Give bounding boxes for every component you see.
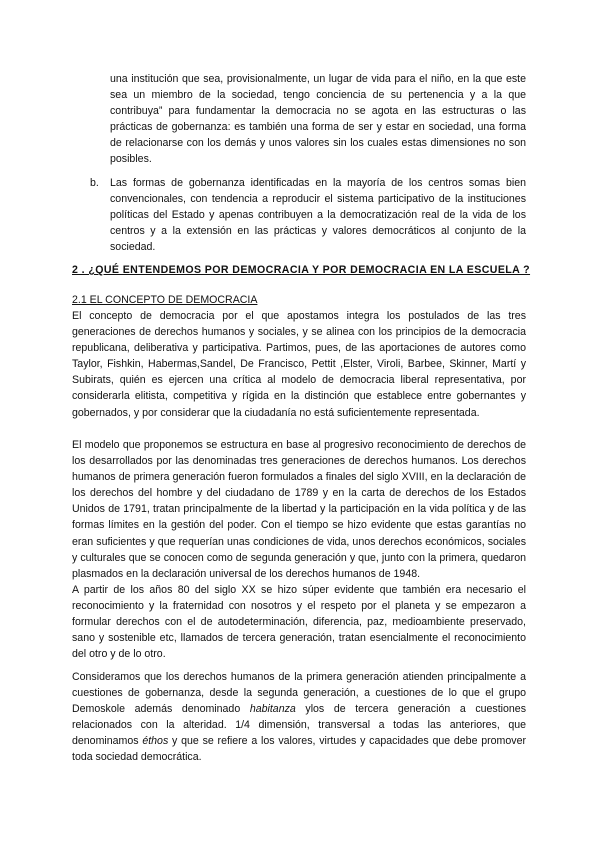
continuation-paragraph: una institución que sea, provisionalmente, un lugar de vida para el niño, en la que este sea un miembro de la sociedad, tengo conciencia de su pertenencia y a la que contribuya” para fundamentar la democracia no se agota en las estructuras o las prácticas de gobernanza: es también una forma de ser y estar en sociedad, una forma de relacionarse con los demás y unos valores sin los cuales estas dimensiones no son posibles.	[110, 73, 526, 166]
subsection-heading: 2.1 EL CONCEPTO DE DEMOCRACIA	[72, 294, 258, 306]
term-habitanza: habitanza	[249, 703, 296, 716]
paragraph-model: El modelo que proponemos se estructura en base al progresivo reconocimiento de derechos de los desarrollados por las denominadas tres generaciones de derechos humanos. Los derechos humanos de primera generación fueron formulados a finales del siglo XVIII, en la declaración de los derechos del hombre y del ciudadano de 1789 y en la carta de derechos de los Estados Unidos de 1791, tratan principalmente de la libertad y la participación en la vida política y de las formas límites en la gestión del poder. Con el tiempo se hizo evidente que estas garantías no eran suficientes y que requerían unas condiciones de vida, unos derechos económicos, sociales y culturales que se conocen como de segunda generación y que, junto con la primera, quedaron plasmados en la declaración universal de los derechos humanos de 1948.	[72, 439, 526, 580]
paragraph-eighties: A partir de los años 80 del siglo XX se hizo súper evidente que también era necesario el reconocimiento y la fraternidad con nosotros y el respeto por el planeta y se empezaron a formular derechos con el de autodeterminación, diferencia, paz, medioambiente preservado, sano y sostenible etc, llamados de tercera generación, tratan esencialmente el reconocimiento del otro y de lo otro.	[72, 584, 526, 661]
list-item-label: b.	[90, 177, 99, 189]
paragraph-conclusion-part1: Consideramos que los derechos humanos de la primera generación atienden principalmente a cuestiones de gobernanza, desde la segunda generación, a cuestiones de lo que el grupo Demoskole además denominado	[72, 671, 526, 716]
paragraph-concept: El concepto de democracia por el que apostamos integra los postulados de las tres generaciones de derechos humanos y sociales, y se alinea con los principios de la democracia republicana, deliberativa y participativa. Partimos, pues, de las aportaciones de autores como Taylor, Fishkin, Habermas,Sandel, De Francisco, Pettit ,Elster, Viroli, Barbee, Skinner, Martí y Subirats, quién es ejercen una crítica al modelo de democracia liberal representativa, por considerarla elitista, competitiva y rígida en la distinción que establece entre gobernantes y gobernados, y por considerar que la ciudadanía no está suficientemente representada.	[72, 310, 526, 419]
paragraph-conclusion	[72, 669, 526, 766]
paragraph-conclusion-part3: y que se refiere a los valores, virtudes y capacidades que debe promover toda sociedad democrática.	[72, 735, 526, 764]
term-ethos: éthos	[142, 735, 169, 748]
section-heading: 2 . ¿QUÉ ENTENDEMOS POR DEMOCRACIA Y POR DEMOCRACIA EN LA ESCUELA ?	[72, 264, 531, 276]
paragraph-conclusion-part2: ylos de tercera generación a cuestiones relacionados con la alteridad. 1/4 dimensión, transversal a todas las anteriores, que denominamos	[72, 703, 526, 748]
list-item-b-text: Las formas de gobernanza identificadas en la mayoría de los centros somas bien convencionales, con tendencia a reproducir el sistema participativo de la instituciones políticas del Estado y apenas contribuyen a la democratización real de la vida de los centros y a la extensión en las prácticas y valores democráticos al conjunto de la sociedad.	[110, 177, 526, 254]
